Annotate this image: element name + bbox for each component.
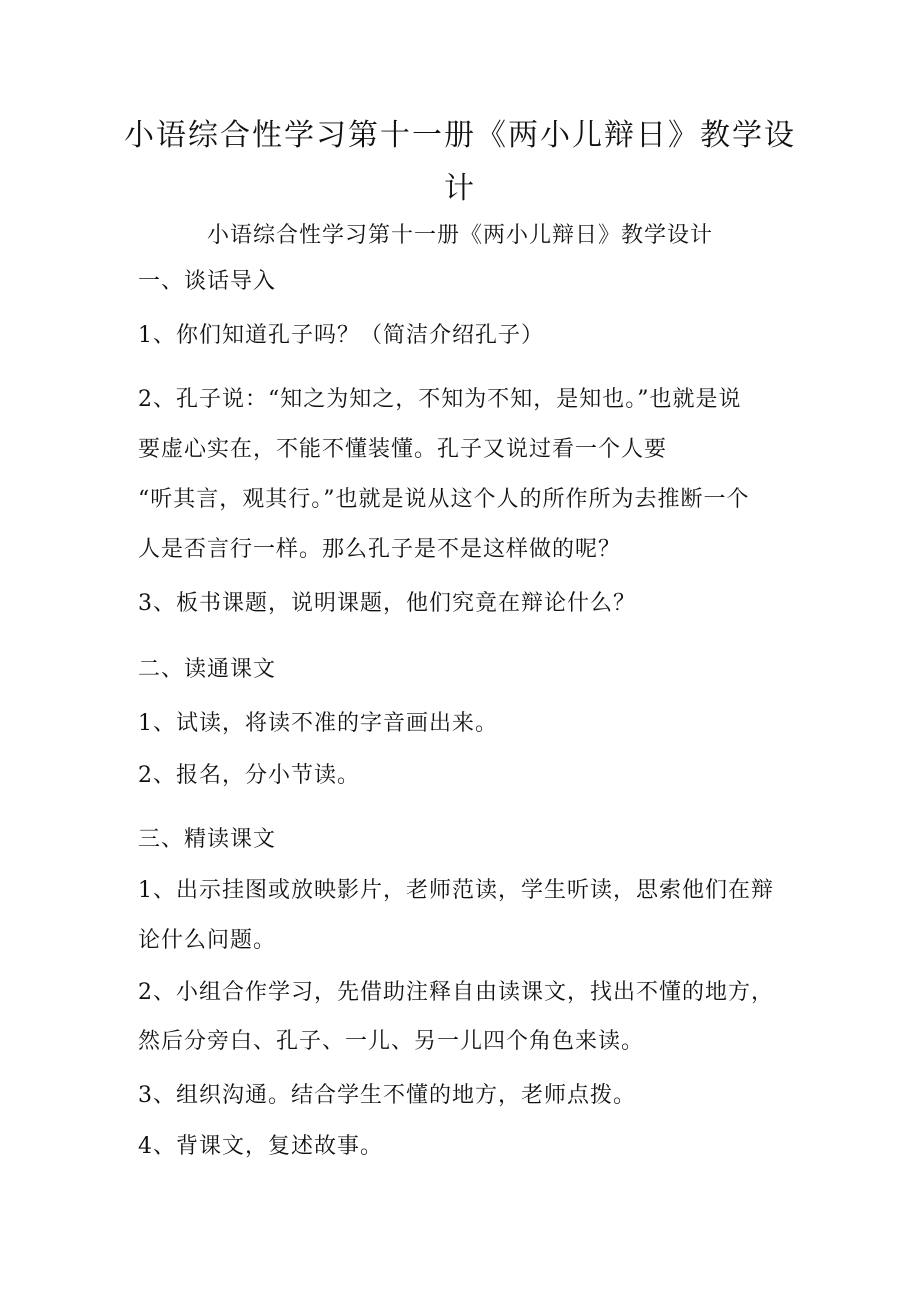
section-heading-close-reading: 三、精读课文	[138, 827, 277, 852]
paragraph-line: 1、试读，将读不准的字音画出来。	[138, 711, 498, 736]
paragraph-line: “听其言，观其行。”也就是说从这个人的所作所为去推断一个	[138, 487, 750, 512]
paragraph-line: 要虚心实在，不能不懂装懂。孔子又说过看一个人要	[138, 437, 668, 462]
paragraph-line: 2、报名，分小节读。	[138, 763, 360, 788]
paragraph-line: 2、孔子说：“知之为知之，不知为不知，是知也。”也就是说	[138, 387, 742, 412]
paragraph-line: 论什么问题。	[138, 928, 277, 953]
paragraph-line: 人是否言行一样。那么孔子是不是这样做的呢？	[138, 537, 622, 562]
paragraph-line: 1、你们知道孔子吗？（简洁介绍孔子）	[138, 323, 544, 348]
paragraph-line: 4、背课文，复述故事。	[138, 1134, 383, 1159]
document-title-line-2: 计	[444, 171, 476, 206]
paragraph-line: 3、板书课题，说明课题，他们究竟在辩论什么？	[138, 591, 636, 616]
paragraph-line: 3、组织沟通。结合学生不懂的地方，老师点拨。	[138, 1083, 636, 1108]
paragraph-line: 2、小组合作学习，先借助注释自由读课文，找出不懂的地方，	[138, 980, 774, 1005]
section-heading-reading: 二、读通课文	[138, 657, 277, 682]
document-title-line-1: 小语综合性学习第十一册《两小儿辩日》教学设	[124, 118, 796, 153]
document-subtitle: 小语综合性学习第十一册《两小儿辩日》教学设计	[206, 223, 713, 248]
paragraph-line: 1、出示挂图或放映影片，老师范读，学生听读，思索他们在辩	[138, 878, 774, 903]
section-heading-intro: 一、谈话导入	[138, 269, 277, 294]
paragraph-line: 然后分旁白、孔子、一儿、另一儿四个角色来读。	[138, 1029, 645, 1054]
